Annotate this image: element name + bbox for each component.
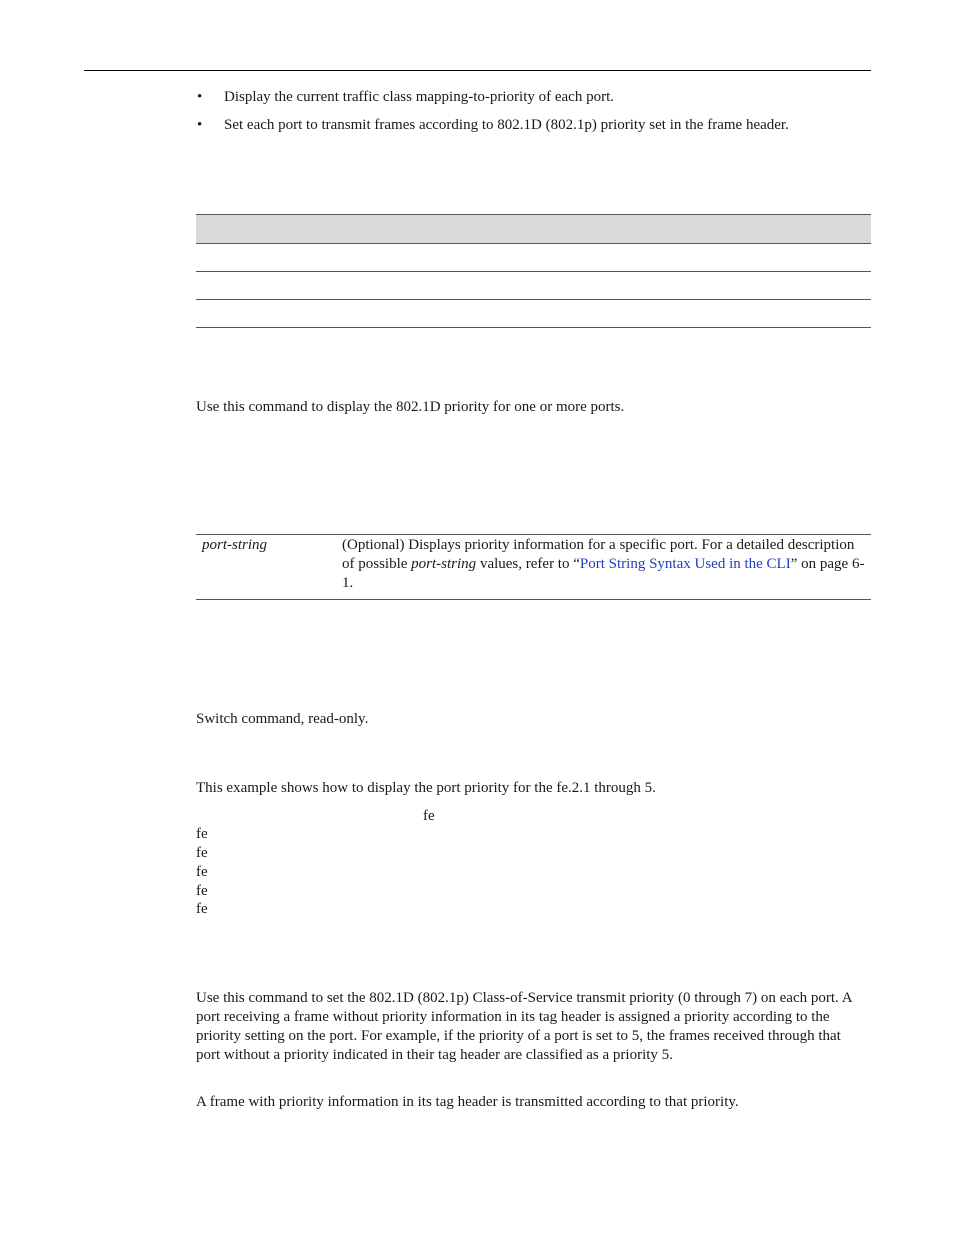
example-output-header: fe [423,808,435,824]
command-table [196,214,871,328]
example-output-row: fe [196,845,208,861]
command-table-row [196,272,871,300]
set-priority-note: A frame with priority information in its tag header is transmitted according to that priority. [196,1094,739,1110]
parameter-description: (Optional) Displays priority information for a specific port. For a detailed description of possible port-string values, refer to “Port String Syntax Used in the CLI” on page 6-1. [342,537,865,591]
parameter-name: port-string [202,537,268,553]
command-table-header [196,214,871,244]
parameter-table [196,534,871,600]
bullet-text: Display the current traffic class mapping-to-priority of each port. [224,89,615,105]
show-priority-description: Use this command to display the 802.1D priority for one or more ports. [196,399,625,415]
bullet-text: Set each port to transmit frames according to 802.1D (802.1p) priority set in the frame header. [224,117,789,133]
example-output-row: fe [196,901,208,917]
bullet-symbol: • [197,89,203,105]
example-output-row: fe [196,826,208,842]
example-intro: This example shows how to display the port priority for the fe.2.1 through 5. [196,780,656,796]
header-rule [84,70,871,71]
command-table-row [196,244,871,272]
example-output-row: fe [196,883,208,899]
command-table-row [196,300,871,328]
bullet-symbol: • [197,117,203,133]
example-output-row: fe [196,864,208,880]
command-mode: Switch command, read-only. [196,711,369,727]
port-string-syntax-link[interactable]: Port String Syntax Used in the CLI [579,556,791,572]
set-priority-description: Use this command to set the 802.1D (802.1p) Class-of-Service transmit priority (0 through 7) on each port. A port receiving a frame without priority information in its tag header is assigned a priority according to the priority setting on the port. For example, if the priority of a port is set to 5, the frames received through that port without a priority indicated in their tag header are classified as a priority 5. [196,990,852,1063]
